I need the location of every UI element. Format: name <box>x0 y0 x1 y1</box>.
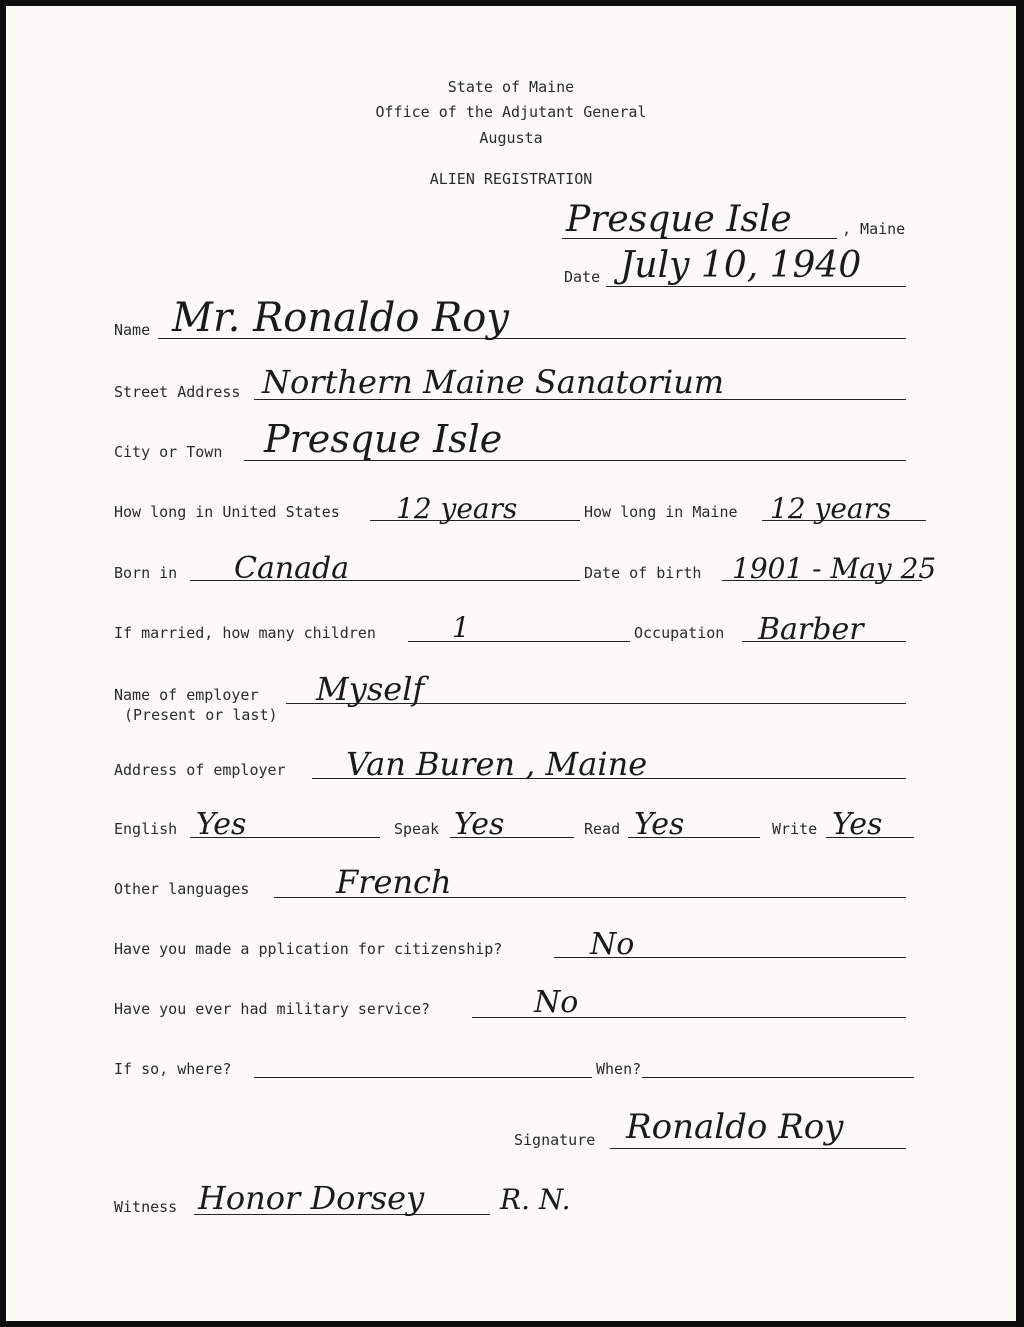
witness-suffix: R. N. <box>500 1183 571 1216</box>
occupation-value: Barber <box>758 612 864 647</box>
citizenship-label: Have you made a pplication for citizenship? <box>114 940 503 958</box>
employer-value: Myself <box>316 670 425 708</box>
military-value: No <box>534 985 579 1020</box>
signature-line <box>610 1148 906 1149</box>
name-value: Mr. Ronaldo Roy <box>172 295 509 341</box>
header-office: Office of the Adjutant General <box>375 103 647 121</box>
speak-value: Yes <box>454 807 505 842</box>
write-value: Yes <box>832 807 883 842</box>
registration-form <box>6 6 1016 1321</box>
street-value: Northern Maine Sanatorium <box>262 363 725 401</box>
read-label: Read <box>584 820 621 838</box>
signature-value: Ronaldo Roy <box>626 1107 844 1147</box>
street-label: Street Address <box>114 383 241 401</box>
other-languages-value: French <box>336 863 452 901</box>
maine-length-value: 12 years <box>770 492 892 525</box>
born-label: Born in <box>114 564 178 582</box>
where-line <box>254 1077 592 1078</box>
english-value: Yes <box>196 807 247 842</box>
name-label: Name <box>114 321 151 339</box>
when-label: When? <box>596 1060 642 1078</box>
where-label: If so, where? <box>114 1060 232 1078</box>
maine-length-label: How long in Maine <box>584 503 738 521</box>
date-line <box>606 286 906 287</box>
children-label: If married, how many children <box>114 624 376 642</box>
date-label: Date <box>564 268 601 286</box>
speak-label: Speak <box>394 820 440 838</box>
children-value: 1 <box>452 611 470 644</box>
place-value: Presque Isle <box>566 199 792 240</box>
header-city: Augusta <box>479 129 543 147</box>
employer-address-value: Van Buren , Maine <box>346 745 648 783</box>
signature-label: Signature <box>514 1131 596 1149</box>
employer-sublabel: (Present or last) <box>124 706 278 724</box>
form-title: ALIEN REGISTRATION <box>429 170 593 188</box>
date-value: July 10, 1940 <box>620 245 862 286</box>
occupation-label: Occupation <box>634 624 725 642</box>
other-languages-label: Other languages <box>114 880 250 898</box>
write-label: Write <box>772 820 818 838</box>
citizenship-value: No <box>590 927 635 962</box>
header-state: State of Maine <box>447 78 575 96</box>
children-line <box>408 641 630 642</box>
english-label: English <box>114 820 178 838</box>
when-line <box>642 1077 914 1078</box>
employer-label: Name of employer <box>114 686 259 704</box>
witness-value: Honor Dorsey <box>198 1179 425 1217</box>
born-value: Canada <box>234 551 350 586</box>
city-value: Presque Isle <box>264 417 503 461</box>
employer-address-label: Address of employer <box>114 761 286 779</box>
place-suffix: , Maine <box>842 220 906 238</box>
us-length-value: 12 years <box>396 492 518 525</box>
city-label: City or Town <box>114 443 223 461</box>
dob-value: 1901 - May 25 <box>732 552 937 585</box>
dob-label: Date of birth <box>584 564 702 582</box>
witness-label: Witness <box>114 1198 178 1216</box>
military-label: Have you ever had military service? <box>114 1000 431 1018</box>
us-length-label: How long in United States <box>114 503 340 521</box>
read-value: Yes <box>634 807 685 842</box>
